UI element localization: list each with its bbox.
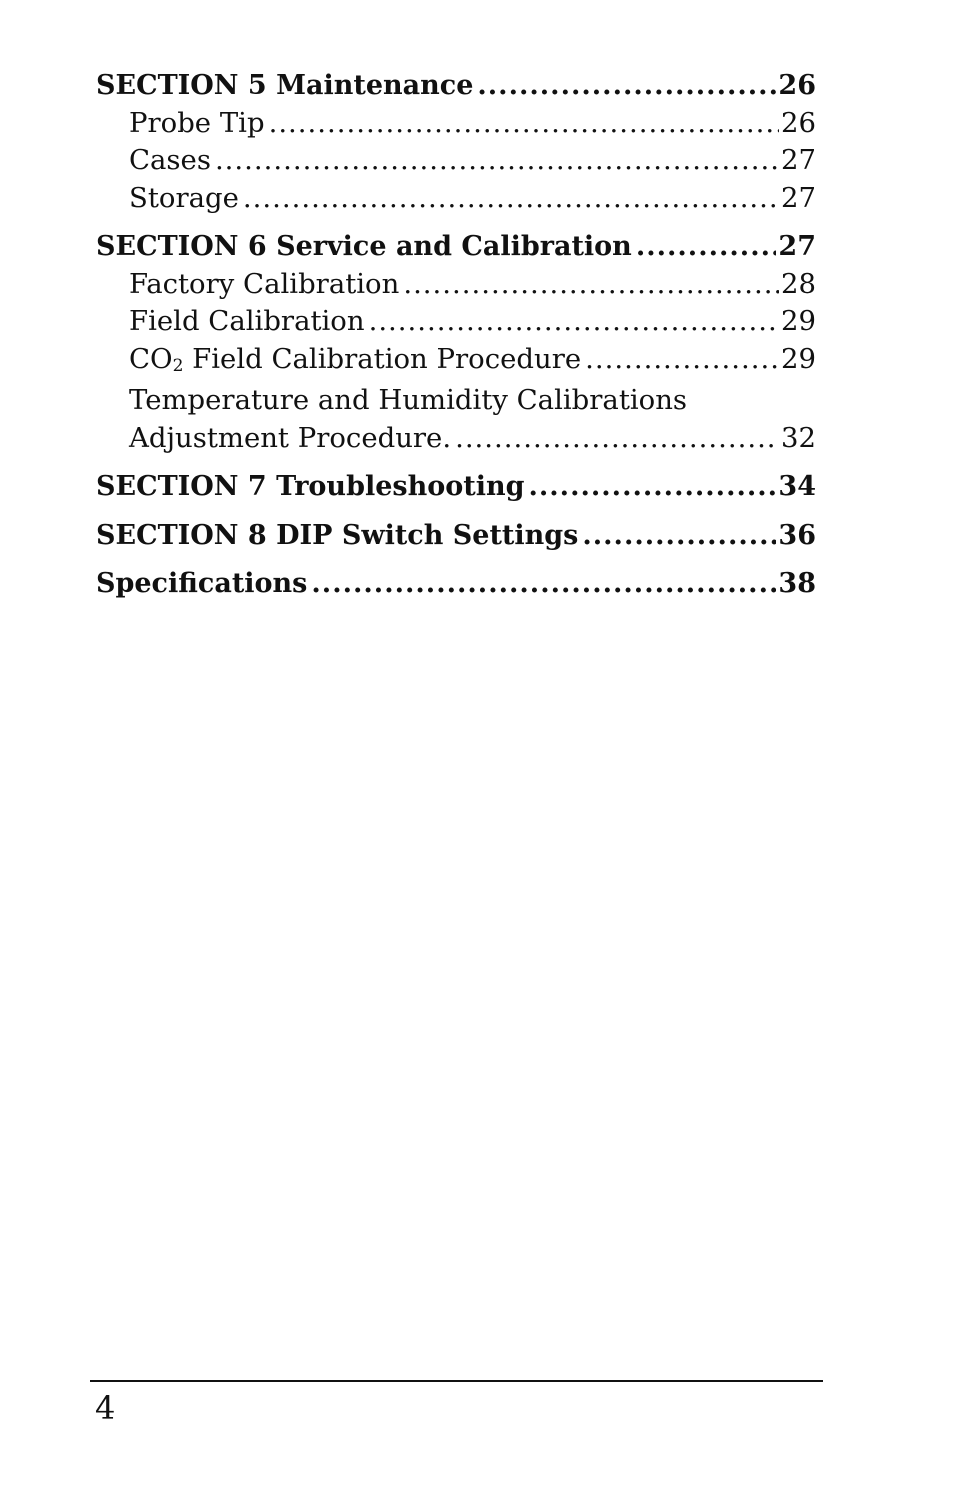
toc-entry-page: 26 <box>781 106 816 139</box>
toc-entry-label: Factory Calibration <box>129 267 400 300</box>
toc-entry-specifications[interactable] <box>96 565 816 603</box>
toc-entry-probe-tip[interactable] <box>96 105 816 143</box>
toc-entry-label: Cases <box>129 144 211 176</box>
toc-leader-dots <box>215 142 779 180</box>
toc-entry-page: 27 <box>778 231 816 262</box>
toc-entry-page: 27 <box>781 181 816 214</box>
table-of-contents <box>96 67 816 603</box>
toc-entry-page: 38 <box>778 568 816 599</box>
toc-leader-dots <box>269 105 779 143</box>
toc-entry-page: 28 <box>781 267 816 300</box>
toc-entry-temp-humidity-line1[interactable] <box>96 382 816 420</box>
co2-suffix: Field Calibration Procedure <box>183 342 582 375</box>
toc-entry-cases[interactable] <box>96 142 816 180</box>
toc-entry-page: 32 <box>781 421 816 454</box>
toc-entry-section-7[interactable] <box>96 468 816 506</box>
toc-entry-co2-field-calibration[interactable] <box>96 341 816 383</box>
toc-leader-dots <box>369 303 779 341</box>
toc-entry-label: Temperature and Humidity Calibrations <box>129 384 688 416</box>
toc-leader-dots <box>477 67 776 105</box>
toc-entry-factory-calibration[interactable] <box>96 266 816 304</box>
toc-entry-label: SECTION 8 DIP Switch Settings <box>96 519 579 551</box>
toc-entry-section-8[interactable] <box>96 517 816 555</box>
toc-leader-dots <box>403 266 779 304</box>
toc-leader-dots <box>528 468 776 506</box>
toc-entry-page: 29 <box>781 342 816 375</box>
toc-entry-page: 29 <box>781 305 816 337</box>
toc-leader-dots <box>311 565 776 603</box>
toc-entry-label: SECTION 6 Service and Calibration <box>96 231 632 262</box>
toc-entry-label: Storage <box>129 181 239 214</box>
toc-entry-label: Specifications <box>96 568 308 599</box>
co2-prefix: CO <box>129 342 173 375</box>
toc-entry-label: Field Calibration <box>129 305 365 337</box>
toc-entry-label: SECTION 5 Maintenance <box>96 70 474 101</box>
page-number: 4 <box>95 1389 116 1427</box>
toc-entry-section-5[interactable] <box>96 67 816 105</box>
toc-entry-page: 36 <box>778 519 816 551</box>
toc-leader-dots <box>455 420 779 458</box>
toc-entry-label: Adjustment Procedure. <box>129 421 452 454</box>
toc-entry-label <box>129 341 581 383</box>
toc-entry-label: SECTION 7 Troubleshooting <box>96 471 525 502</box>
toc-entry-storage[interactable] <box>96 180 816 218</box>
toc-entry-section-6[interactable] <box>96 228 816 266</box>
toc-leader-dots <box>585 341 779 379</box>
toc-entry-temp-humidity-line2[interactable] <box>96 420 816 458</box>
toc-entry-page: 27 <box>781 144 816 176</box>
toc-entry-label: Probe Tip <box>129 106 265 139</box>
toc-entry-field-calibration[interactable] <box>96 303 816 341</box>
toc-entry-page: 34 <box>778 471 816 502</box>
co2-subscript: 2 <box>172 355 184 376</box>
toc-leader-dots <box>582 517 776 555</box>
toc-leader-dots <box>243 180 779 218</box>
footer-divider <box>90 1380 823 1382</box>
toc-entry-page: 26 <box>778 70 816 101</box>
toc-leader-dots <box>636 228 777 266</box>
